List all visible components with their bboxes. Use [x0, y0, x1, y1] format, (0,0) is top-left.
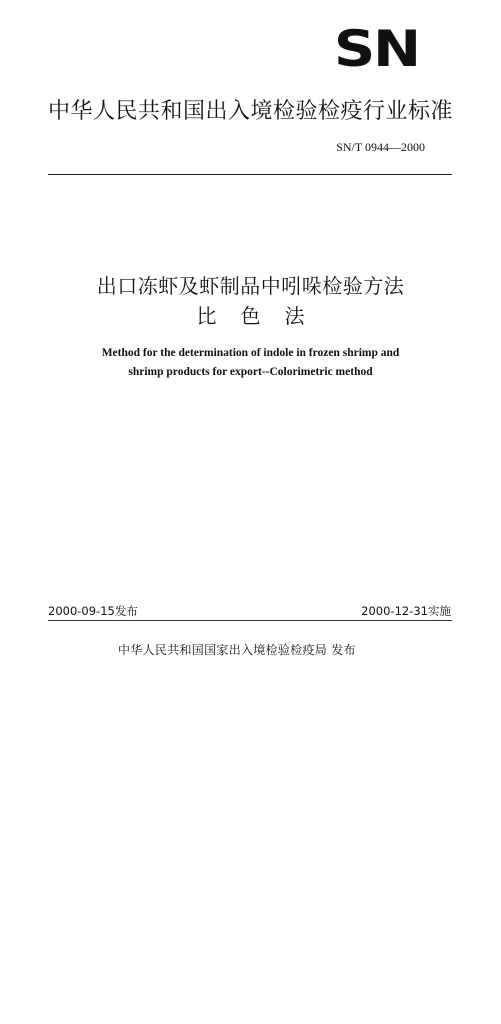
document-title-english — [0, 344, 501, 382]
sn-logo: SN — [334, 20, 419, 78]
document-subtitle-chinese: 比色法 — [196, 304, 329, 328]
footer-divider — [48, 620, 452, 621]
document-title-chinese: 出口冻虾及虾制品中吲哚检验方法 — [96, 274, 405, 298]
issue-date: 2000-09-15发布 — [48, 604, 138, 618]
title-english-line-2: shrimp products for export--Colorimetric method — [128, 366, 373, 378]
header-divider — [48, 174, 452, 175]
issuing-authority: 中华人民共和国国家出入境检验检疫局 发布 — [118, 643, 356, 657]
standard-organization: 中华人民共和国出入境检验检疫行业标准 — [47, 99, 453, 124]
implementation-date: 2000-12-31实施 — [361, 604, 451, 618]
title-english-line-1: Method for the determination of indole in frozen shrimp and — [101, 347, 400, 359]
standard-code: SN/T 0944—2000 — [336, 140, 425, 154]
